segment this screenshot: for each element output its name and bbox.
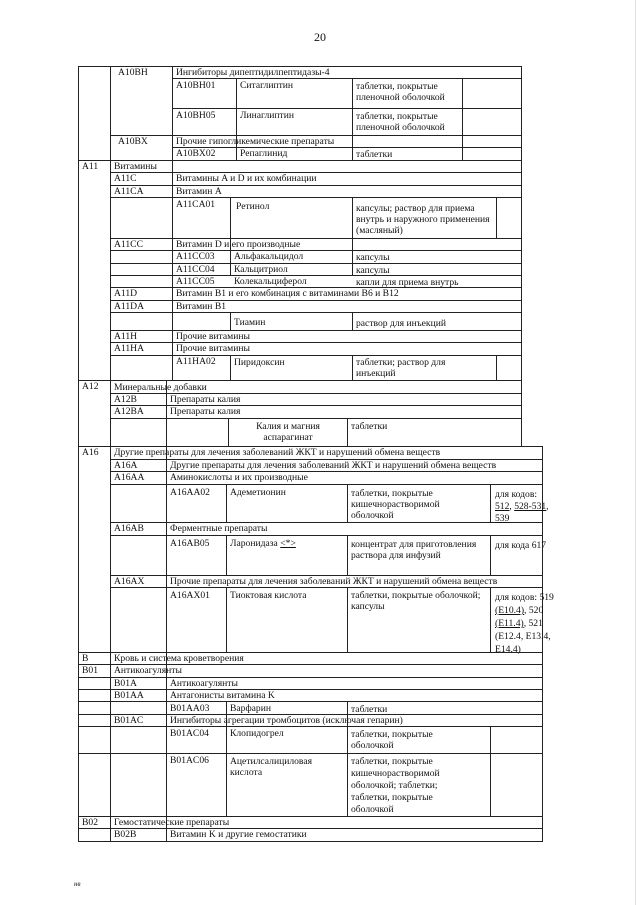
atc-code: A11HA02 [176, 356, 216, 367]
row-line [110, 418, 521, 419]
row-name: Антикоагулянты [170, 678, 238, 689]
group-code: B02 [82, 817, 98, 828]
row-code: B01AC [114, 715, 144, 726]
note-prefix: для кодов: [495, 489, 538, 500]
dosage-form: капсулы [356, 252, 390, 263]
note-code-link[interactable]: 539 [495, 513, 510, 524]
row-code: A10BH [118, 67, 148, 78]
row-code: B01AA [114, 690, 144, 701]
column-line [490, 726, 491, 816]
row-code: A16AB [114, 523, 144, 534]
dosage-form: таблетки, покрытые оболочкой; капсулы [351, 590, 481, 612]
column-line [110, 66, 111, 841]
drug-name: Адеметионин [230, 487, 286, 498]
row-line [110, 484, 543, 485]
drug-name: Альфакальцидол [234, 251, 304, 262]
column-line [172, 66, 173, 380]
row-name: Другие препараты для лечения заболеваний ЖКТ и нарушений обмена веществ [114, 447, 441, 458]
footnote-link[interactable]: <*> [280, 538, 296, 549]
column-line [347, 587, 348, 652]
row-line [78, 753, 543, 754]
row-code: A11D [114, 288, 138, 299]
atc-code: B01AC06 [170, 755, 209, 766]
row-line [110, 587, 543, 588]
dosage-form: таблетки, покрытые пленочной оболочкой [356, 81, 445, 103]
dosage-form: капсулы; раствор для приема внутрь и наружного применения (масляный) [356, 203, 490, 236]
row-line [172, 108, 521, 109]
atc-code: A10BH01 [176, 80, 216, 91]
row-line [78, 380, 521, 381]
atc-code: A11CC03 [176, 251, 215, 262]
row-name: Кровь и система кроветворения [114, 653, 244, 664]
row-name: Витамин D и его производные [176, 239, 301, 250]
drug-name: Клопидогрел [230, 728, 284, 739]
dosage-form: таблетки [351, 704, 388, 715]
row-name: Другие препараты для лечения заболеваний ЖКТ и нарушений обмена веществ [170, 460, 497, 471]
row-name: Витамины [114, 161, 157, 172]
row-line [78, 828, 543, 829]
row-name: Гемостатические препараты [114, 817, 230, 828]
column-line [230, 355, 231, 380]
row-code: A11DA [114, 301, 145, 312]
atc-code: A11CA01 [176, 199, 216, 210]
row-name: Витамин K и другие гемостатики [170, 829, 307, 840]
column-line [230, 312, 231, 330]
note-code-link[interactable]: (E10.4) [495, 605, 525, 616]
row-name: Препараты калия [170, 406, 241, 417]
group-code: B01 [82, 665, 98, 676]
note-text: , 521 [523, 618, 543, 629]
row-line [172, 147, 521, 148]
row-name: Антагонисты витамина K [170, 690, 275, 701]
column-line [490, 587, 491, 652]
applicability-note: для кода 617 [495, 540, 547, 551]
row-code: A16AA [114, 472, 145, 483]
atc-code: B01AA03 [170, 703, 210, 714]
row-line [78, 677, 543, 678]
row-code: A16AX [114, 576, 145, 587]
dosage-form: таблетки, покрытые оболочкой [351, 729, 433, 751]
column-line [236, 78, 237, 160]
row-name: Прочие витамины [176, 331, 250, 342]
row-name: Ингибиторы дипептидилпептидазы-4 [176, 67, 330, 78]
drug-name: Калия и магния аспарагинат [256, 421, 320, 443]
row-name: Прочие витамины [176, 343, 250, 354]
group-code: A11 [82, 161, 99, 172]
column-line [352, 355, 353, 380]
row-name: Витамины A и D и их комбинации [176, 173, 317, 184]
atc-code: B01AC04 [170, 728, 209, 739]
drug-name: Пиридоксин [234, 357, 285, 368]
note-text: E14.4) [495, 644, 521, 655]
row-name: Витамин B1 [176, 301, 227, 312]
column-line [496, 197, 497, 238]
dosage-form: таблетки, покрытые пленочной оболочкой [356, 111, 445, 133]
note-code-link[interactable]: 512 [495, 501, 510, 512]
atc-code: A11CC05 [176, 276, 215, 287]
drug-name-text: Ларонидаза [230, 538, 278, 549]
row-code: A12B [114, 394, 137, 405]
drug-name [230, 538, 296, 549]
row-name: Витамин B1 и его комбинация с витаминами B6 и B12 [176, 288, 399, 299]
drug-name: Варфарин [230, 703, 271, 714]
column-line [226, 484, 227, 522]
row-line [110, 535, 543, 536]
row-name: Ферментные препараты [170, 523, 268, 534]
dosage-form: раствор для инъекций [356, 318, 446, 329]
drug-name: Ацетилсалициловая кислота [230, 756, 313, 778]
drug-name: Ситаглиптин [240, 80, 294, 91]
column-line [347, 418, 348, 446]
row-code: B01A [114, 678, 137, 689]
column-line [490, 484, 491, 522]
dosage-form: таблетки, покрытые кишечнорастворимой оболочкой [351, 488, 440, 521]
row-code: A11H [114, 331, 138, 342]
column-line [347, 484, 348, 522]
drug-name: Тиоктовая кислота [230, 590, 307, 601]
column-line [521, 66, 522, 446]
note-code-link[interactable]: (E11.4) [495, 618, 524, 629]
drug-name: Тиамин [234, 317, 266, 328]
column-line [352, 312, 353, 330]
column-line [490, 535, 491, 575]
drug-name: Кальцитриол [234, 264, 288, 275]
row-code: A16A [114, 460, 138, 471]
atc-code: A10BX02 [176, 148, 216, 159]
drug-name: Линаглиптин [240, 110, 294, 121]
applicability-note: для кодов: 512, 528-531, 539 [495, 489, 549, 524]
row-name: Антикоагулянты [114, 665, 182, 676]
row-code: A11CC [114, 239, 143, 250]
row-code: B02B [114, 829, 137, 840]
dosage-form: таблетки [356, 149, 393, 160]
note-text: (E12.4, E13.4, [495, 631, 551, 642]
column-line [352, 78, 353, 160]
atc-code: A16AB05 [170, 538, 210, 549]
column-line [228, 418, 229, 446]
column-line [78, 66, 79, 841]
row-line [78, 726, 543, 727]
scan-edge [635, 0, 636, 905]
dosage-form: концентрат для приготовления раствора для инфузий [351, 539, 477, 561]
applicability-note [495, 591, 554, 656]
dosage-form: капсулы [356, 265, 390, 276]
row-line [78, 689, 543, 690]
row-name: Минеральные добавки [114, 382, 207, 393]
page-number: 20 [314, 30, 326, 44]
row-name: Ингибиторы агрегации тромбоцитов (исключая гепарин) [170, 715, 403, 726]
row-line [78, 841, 543, 842]
drug-name: Колекальциферол [234, 276, 307, 287]
row-name: Прочие препараты для лечения заболеваний ЖКТ и нарушений обмена веществ [170, 576, 498, 587]
note-prefix: для кодов: 519 [495, 592, 554, 603]
dosage-form: капли для приема внутрь [356, 277, 459, 288]
column-line [352, 197, 353, 275]
column-line [226, 535, 227, 575]
dosage-form: таблетки; раствор для инъекций [356, 357, 446, 379]
row-name: Аминокислоты и их производные [170, 472, 308, 483]
row-line [172, 78, 521, 79]
dosage-form: таблетки, покрытые кишечнорастворимой оболочкой; таблетки; таблетки, покрытые оболочкой [351, 756, 440, 815]
row-code: A10BX [118, 136, 148, 147]
row-name: Препараты калия [170, 394, 241, 405]
drug-name: Ретинол [236, 201, 270, 212]
atc-code: A10BH05 [176, 110, 216, 121]
column-line [347, 535, 348, 575]
atc-code: A11CC04 [176, 264, 215, 275]
row-line [78, 701, 543, 702]
group-code: B [82, 653, 89, 664]
row-code: A12BA [114, 406, 144, 417]
row-code: A11HA [114, 343, 145, 354]
row-name: Прочие гипогликемические препараты [176, 136, 335, 147]
footer-mark: нв [74, 880, 81, 888]
note-text: , 520 [524, 605, 544, 616]
note-code-link[interactable]: 528-531 [514, 501, 547, 512]
column-line [496, 355, 497, 380]
group-code: A12 [82, 381, 99, 392]
column-line [226, 587, 227, 652]
dosage-form: таблетки [351, 421, 388, 432]
group-code: A16 [82, 447, 99, 458]
atc-code: A16AX01 [170, 590, 210, 601]
row-name: Витамин A [176, 186, 222, 197]
column-line [462, 78, 463, 160]
row-code: A11CA [114, 186, 144, 197]
row-code: A11C [114, 173, 137, 184]
drug-name: Репаглинид [240, 148, 288, 159]
atc-code: A16AA02 [170, 487, 210, 498]
column-line [230, 197, 231, 275]
